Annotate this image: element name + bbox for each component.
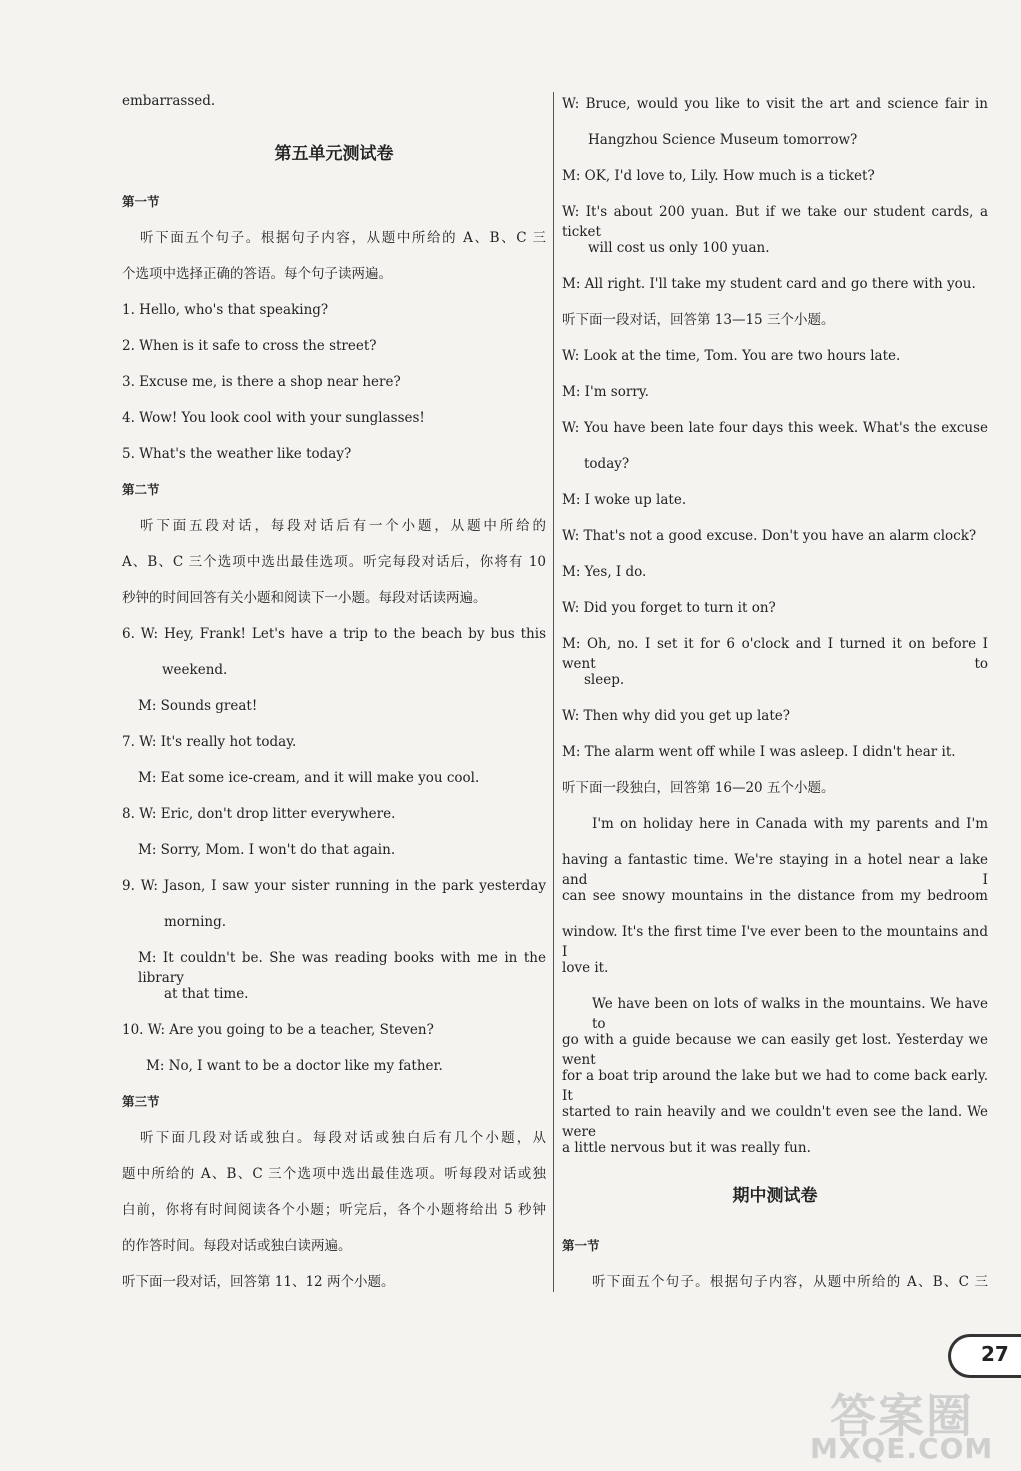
dialogue-line: W: Did you forget to turn it on? [562,600,776,616]
question-line: 4. Wow! You look cool with your sunglasses! [122,410,425,426]
instruction-line: 秒钟的时间回答有关小题和阅读下一小题。每段对话读两遍。 [122,590,487,606]
midterm-test-heading: 期中测试卷 [732,1186,818,1206]
dialogue-line: M: I woke up late. [562,492,687,508]
dialogue-line: M: It couldn't be. She was reading books with me in the library [138,950,546,986]
passage-line: love it. [562,960,609,976]
dialogue-line: W: You have been late four days this week. What's the excuse [562,420,988,436]
dialogue-line: M: No, I want to be a doctor like my father. [146,1058,443,1074]
unit-test-heading: 第五单元测试卷 [274,144,394,164]
dialogue-line: sleep. [584,672,625,688]
passage-line: can see snowy mountains in the distance from my bedroom [562,888,988,904]
text-line: embarrassed. [122,93,216,109]
dialogue-line: 9. W: Jason, I saw your sister running in the park yesterday [122,878,546,894]
dialogue-line: M: Yes, I do. [562,564,647,580]
question-line: 1. Hello, who's that speaking? [122,302,329,318]
instruction-line: 听下面五个句子。根据句子内容，从题中所给的 A、B、C 三 [592,1274,988,1290]
instruction-line: 听下面几段对话或独白。每段对话或独白后有几个小题，从 [140,1130,546,1146]
passage-line: go with a guide because we can easily get lost. Yesterday we went [562,1032,988,1068]
dialogue-line: M: Oh, no. I set it for 6 o'clock and I turned it on before I went to [562,636,988,672]
dialogue-line: 6. W: Hey, Frank! Let's have a trip to the beach by bus this [122,626,546,642]
question-line: 2. When is it safe to cross the street? [122,338,377,354]
instruction-line: 听下面一段对话，回答第 13—15 三个小题。 [562,312,835,328]
dialogue-line: morning. [164,914,227,930]
instruction-line: 白前，你将有时间阅读各个小题；听完后，各个小题将给出 5 秒钟 [122,1202,546,1218]
passage-line: started to rain heavily and we couldn't even see the land. We were [562,1104,988,1140]
dialogue-line: at that time. [164,986,249,1002]
dialogue-line: weekend. [162,662,228,678]
section-label: 第一节 [562,1238,600,1253]
instruction-line: 听下面一段独白，回答第 16—20 五个小题。 [562,780,835,796]
passage-line: We have been on lots of walks in the mountains. We have to [592,996,988,1032]
dialogue-line: W: Bruce, would you like to visit the art and science fair in [562,96,988,112]
question-line: 5. What's the weather like today? [122,446,352,462]
passage-line: window. It's the first time I've ever been to the mountains and I [562,924,988,960]
passage-line: I'm on holiday here in Canada with my parents and I'm [592,816,988,832]
dialogue-line: will cost us only 100 yuan. [588,240,770,256]
dialogue-line: M: OK, I'd love to, Lily. How much is a ticket? [562,168,875,184]
instruction-line: 的作答时间。每段对话或独白读两遍。 [122,1238,352,1254]
instruction-line: 听下面一段对话，回答第 11、12 两个小题。 [122,1274,395,1290]
question-line: 3. Excuse me, is there a shop near here? [122,374,401,390]
dialogue-line: M: Sorry, Mom. I won't do that again. [138,842,396,858]
dialogue-line: 8. W: Eric, don't drop litter everywhere. [122,806,396,822]
instruction-line: 个选项中选择正确的答语。每个句子读两遍。 [122,266,392,282]
dialogue-line: M: All right. I'll take my student card and go there with you. [562,276,976,292]
dialogue-line: today? [584,456,630,472]
dialogue-line: 10. W: Are you going to be a teacher, Steven? [122,1022,434,1038]
dialogue-line: M: Eat some ice-cream, and it will make you cool. [138,770,480,786]
page-number: 27 [981,1342,1009,1366]
site-watermark [790,1380,1000,1470]
page-number-badge [948,1334,1021,1378]
dialogue-line: M: Sounds great! [138,698,258,714]
dialogue-line: M: The alarm went off while I was asleep. I didn't hear it. [562,744,956,760]
section-label: 第三节 [122,1094,160,1109]
instruction-line: 听下面五段对话，每段对话后有一个小题，从题中所给的 [140,518,546,534]
dialogue-line: M: I'm sorry. [562,384,649,400]
passage-line: a little nervous but it was really fun. [562,1140,811,1156]
passage-line: for a boat trip around the lake but we had to come back early. It [562,1068,988,1104]
section-label: 第一节 [122,194,160,209]
watermark-url: MXQE.COM [810,1432,994,1465]
dialogue-line: W: Look at the time, Tom. You are two hours late. [562,348,901,364]
dialogue-line: W: It's about 200 yuan. But if we take our student cards, a ticket [562,204,988,240]
instruction-line: A、B、C 三个选项中选出最佳选项。听完每段对话后，你将有 10 [122,554,546,570]
dialogue-line: Hangzhou Science Museum tomorrow? [588,132,858,148]
instruction-line: 听下面五个句子。根据句子内容，从题中所给的 A、B、C 三 [140,230,546,246]
dialogue-line: W: That's not a good excuse. Don't you have an alarm clock? [562,528,977,544]
watermark-chinese: 答案圈 [830,1389,974,1443]
column-divider [553,92,554,1292]
dialogue-line: W: Then why did you get up late? [562,708,791,724]
instruction-line: 题中所给的 A、B、C 三个选项中选出最佳选项。听每段对话或独 [122,1166,546,1182]
section-label: 第二节 [122,482,160,497]
passage-line: having a fantastic time. We're staying in a hotel near a lake and I [562,852,988,888]
dialogue-line: 7. W: It's really hot today. [122,734,297,750]
